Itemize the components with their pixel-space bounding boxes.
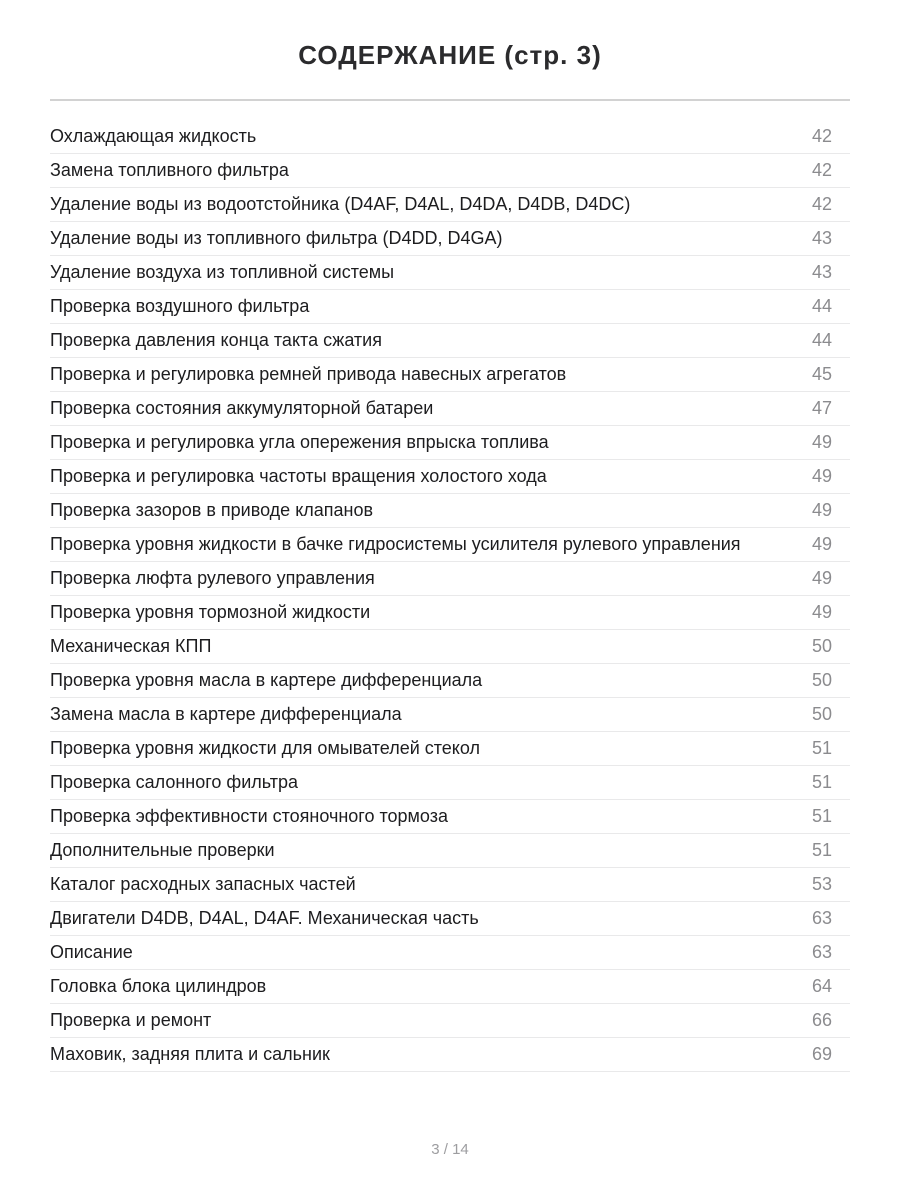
toc-item-label: Проверка уровня жидкости в бачке гидросистемы усилителя рулевого управления [50, 534, 741, 554]
toc-item-page: 42 [811, 160, 832, 180]
toc-list [50, 120, 850, 1072]
toc-row[interactable] [50, 290, 850, 324]
toc-item-label: Проверка и регулировка угла опережения впрыска топлива [50, 432, 549, 452]
toc-item-label: Проверка уровня тормозной жидкости [50, 602, 371, 622]
toc-item-label: Удаление воды из топливного фильтра (D4DD, D4GA) [50, 228, 503, 248]
toc-row[interactable] [50, 494, 850, 528]
toc-item-page: 49 [811, 602, 832, 622]
toc-item-page: 49 [811, 466, 832, 486]
toc-item-page: 49 [811, 432, 832, 452]
toc-item-page: 51 [811, 738, 832, 758]
toc-item-label: Проверка состояния аккумуляторной батареи [50, 398, 434, 418]
toc-item-label: Охлаждающая жидкость [50, 126, 257, 146]
toc-item-page: 66 [811, 1010, 832, 1030]
toc-item-label: Проверка эффективности стояночного тормоза [50, 806, 449, 826]
toc-item-page: 69 [811, 1044, 832, 1064]
toc-item-page: 43 [811, 262, 832, 282]
toc-row[interactable] [50, 800, 850, 834]
page-number-indicator: 3 / 14 [431, 1141, 469, 1158]
toc-item-page: 51 [811, 772, 832, 792]
toc-item-label: Маховик, задняя плита и сальник [50, 1044, 330, 1064]
toc-row[interactable] [50, 936, 850, 970]
toc-item-page: 45 [811, 364, 832, 384]
toc-row[interactable] [50, 834, 850, 868]
toc-item-page: 63 [811, 942, 832, 962]
toc-row[interactable] [50, 1004, 850, 1038]
toc-item-label: Двигатели D4DB, D4AL, D4AF. Механическая часть [50, 908, 479, 928]
toc-item-page: 42 [811, 126, 832, 146]
toc-row[interactable] [50, 528, 850, 562]
toc-row[interactable] [50, 664, 850, 698]
toc-row[interactable] [50, 358, 850, 392]
toc-item-label: Удаление воздуха из топливной системы [50, 262, 395, 282]
toc-row[interactable] [50, 392, 850, 426]
toc-item-label: Проверка салонного фильтра [50, 772, 299, 792]
toc-item-page: 43 [811, 228, 832, 248]
toc-item-page: 42 [811, 194, 832, 214]
toc-item-label: Проверка давления конца такта сжатия [50, 330, 382, 350]
toc-item-page: 50 [811, 704, 832, 724]
toc-item-label: Проверка уровня жидкости для омывателей стекол [50, 738, 481, 758]
toc-item-page: 44 [811, 330, 832, 350]
toc-row[interactable] [50, 596, 850, 630]
toc-item-page: 64 [811, 976, 832, 996]
toc-item-page: 51 [811, 840, 832, 860]
toc-item-page: 50 [811, 670, 832, 690]
toc-item-label: Проверка и регулировка ремней привода навесных агрегатов [50, 364, 567, 384]
toc-row[interactable] [50, 698, 850, 732]
toc-row[interactable] [50, 120, 850, 154]
toc-row[interactable] [50, 630, 850, 664]
toc-item-page: 49 [811, 534, 832, 554]
toc-item-page: 50 [811, 636, 832, 656]
toc-item-label: Головка блока цилиндров [50, 976, 267, 996]
toc-item-page: 63 [811, 908, 832, 928]
toc-row[interactable] [50, 766, 850, 800]
toc-item-label: Проверка люфта рулевого управления [50, 568, 375, 588]
toc-item-label: Каталог расходных запасных частей [50, 874, 356, 894]
toc-row[interactable] [50, 460, 850, 494]
toc-row[interactable] [50, 222, 850, 256]
toc-item-label: Дополнительные проверки [50, 840, 275, 860]
toc-row[interactable] [50, 154, 850, 188]
toc-item-label: Проверка зазоров в приводе клапанов [50, 500, 374, 520]
toc-item-label: Описание [50, 942, 133, 962]
toc-row[interactable] [50, 732, 850, 766]
toc-item-label: Проверка воздушного фильтра [50, 296, 310, 316]
toc-item-label: Проверка уровня масла в картере дифференциала [50, 670, 483, 690]
toc-item-label: Проверка и ремонт [50, 1010, 212, 1030]
toc-row[interactable] [50, 1038, 850, 1072]
toc-item-label: Замена топливного фильтра [50, 160, 289, 180]
toc-row[interactable] [50, 188, 850, 222]
toc-item-page: 51 [811, 806, 832, 826]
toc-item-page: 47 [811, 398, 832, 418]
toc-item-label: Проверка и регулировка частоты вращения холостого хода [50, 466, 547, 486]
toc-row[interactable] [50, 324, 850, 358]
toc-item-page: 49 [811, 568, 832, 588]
toc-item-page: 53 [811, 874, 832, 894]
toc-row[interactable] [50, 970, 850, 1004]
toc-item-page: 49 [811, 500, 832, 520]
toc-item-label: Механическая КПП [50, 636, 212, 656]
toc-row[interactable] [50, 426, 850, 460]
title-divider [50, 99, 850, 101]
page-title: СОДЕРЖАНИЕ (стр. 3) [298, 40, 602, 70]
toc-row[interactable] [50, 256, 850, 290]
toc-row[interactable] [50, 562, 850, 596]
toc-item-label: Удаление воды из водоотстойника (D4AF, D4AL, D4DA, D4DB, D4DC) [50, 194, 631, 214]
toc-row[interactable] [50, 902, 850, 936]
toc-row[interactable] [50, 868, 850, 902]
toc-item-label: Замена масла в картере дифференциала [50, 704, 402, 724]
toc-item-page: 44 [811, 296, 832, 316]
